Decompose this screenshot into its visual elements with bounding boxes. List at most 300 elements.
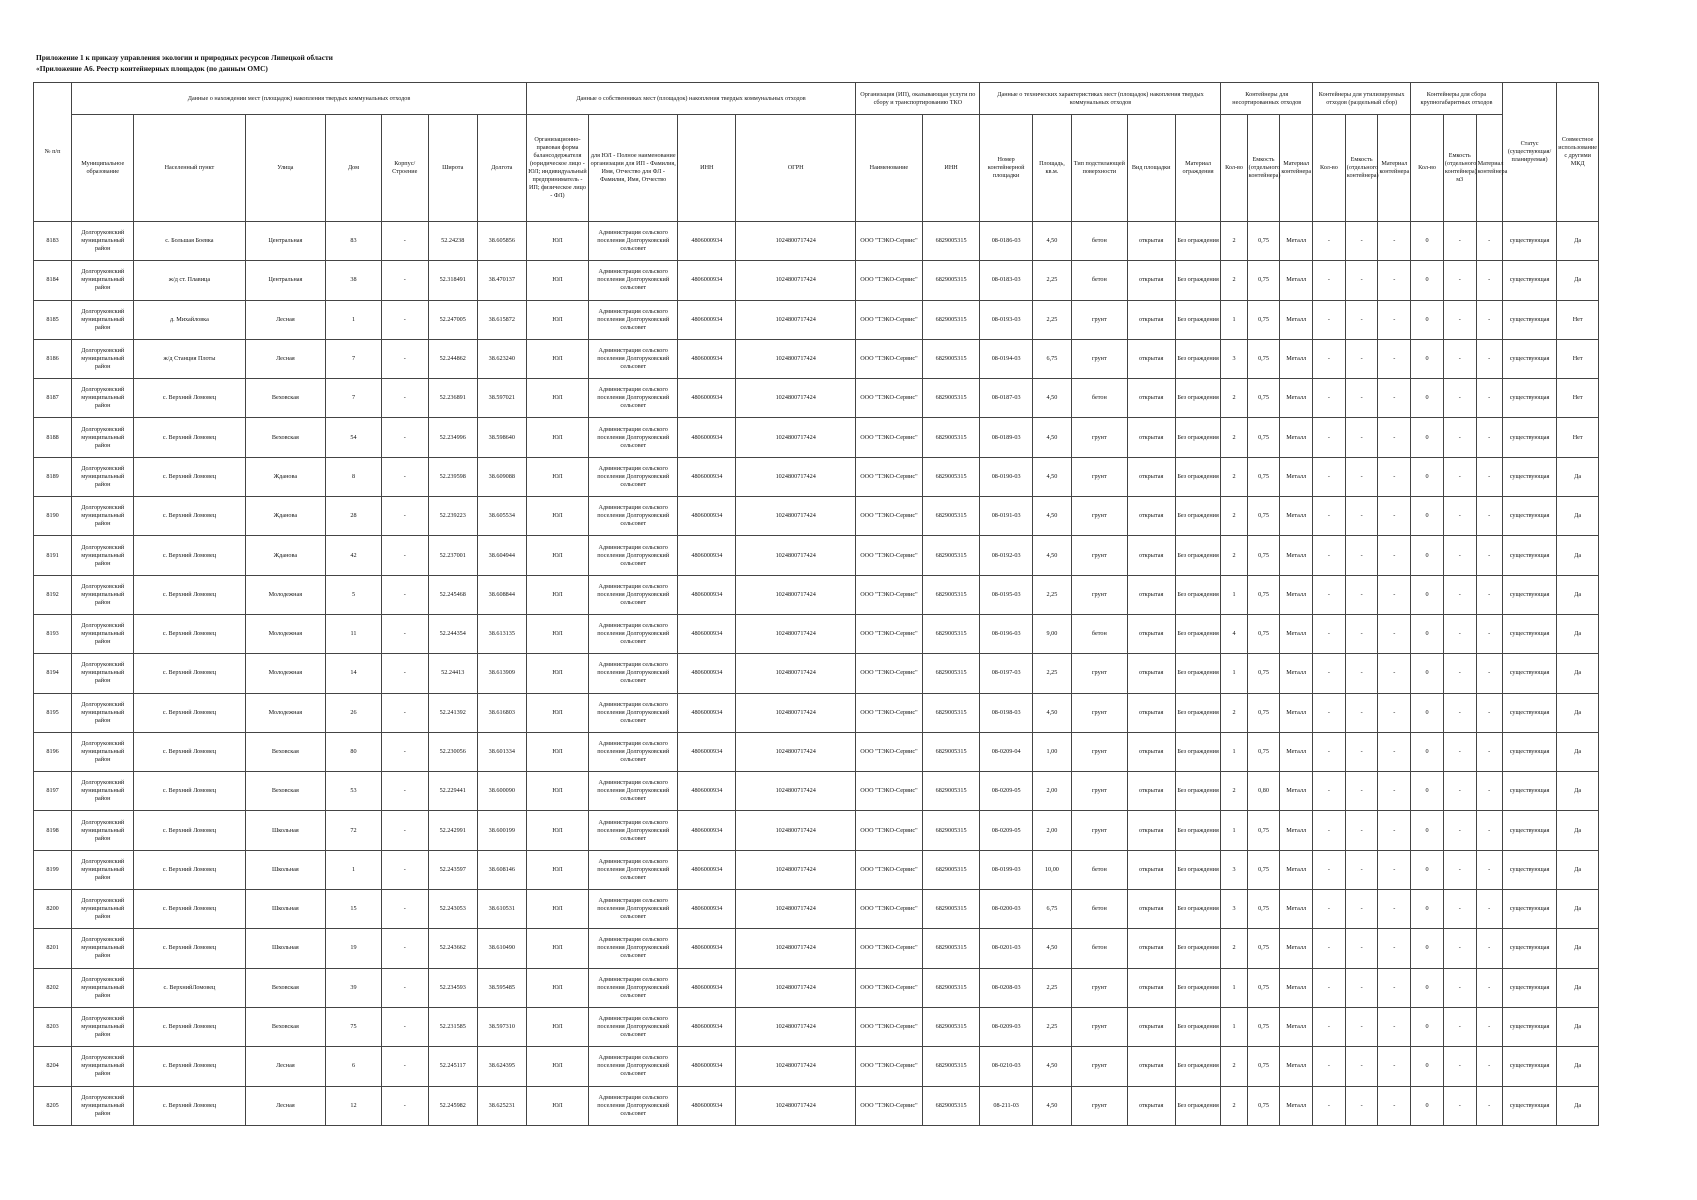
col-settlement: Населенный пункт [134, 115, 245, 222]
cell-surface: бетон [1072, 261, 1128, 300]
cell-u-qty: 2 [1221, 693, 1247, 732]
cell-ogrn: 1024800717424 [736, 536, 856, 575]
table-row [34, 693, 1599, 732]
cell-street: Школьная [245, 811, 326, 850]
cell-building: - [381, 575, 428, 614]
cell-lat: 52.243597 [428, 850, 477, 889]
cell-site: 08-0192-03 [980, 536, 1032, 575]
cell-status: существующая [1502, 1047, 1557, 1086]
cell-shared: Да [1557, 457, 1599, 496]
cell-u-cap: 0,75 [1247, 339, 1280, 378]
col-unsorted-qty: Кол-во [1221, 115, 1247, 222]
cell-u-qty: 2 [1221, 772, 1247, 811]
cell-shared: Да [1557, 693, 1599, 732]
cell-u-cap: 0,75 [1247, 614, 1280, 653]
cell-n: 8201 [34, 929, 72, 968]
cell-b-cap: - [1443, 1007, 1476, 1046]
cell-s-qty: - [1313, 614, 1346, 653]
cell-s-cap: - [1345, 222, 1378, 261]
cell-s-cap: - [1345, 772, 1378, 811]
cell-building: - [381, 890, 428, 929]
cell-type: открытая [1127, 1007, 1175, 1046]
cell-ogrn: 1024800717424 [736, 497, 856, 536]
cell-settlement: д. Михайловка [134, 300, 245, 339]
cell-op-inn: 6829005315 [922, 1047, 980, 1086]
cell-ogrn: 1024800717424 [736, 929, 856, 968]
cell-b-cap: - [1443, 379, 1476, 418]
cell-shared: Да [1557, 811, 1599, 850]
cell-ogrn: 1024800717424 [736, 850, 856, 889]
cell-owner: Администрация сельского поселения Долгоруковский сельсовет [589, 890, 678, 929]
cell-s-mat: - [1378, 732, 1411, 771]
cell-b-mat: - [1476, 222, 1502, 261]
cell-fence: Без ограждения [1175, 261, 1221, 300]
cell-u-mat: Металл [1280, 379, 1313, 418]
cell-op-inn: 6829005315 [922, 850, 980, 889]
cell-op-inn: 6829005315 [922, 890, 980, 929]
cell-building: - [381, 379, 428, 418]
cell-settlement: с. Верхний Ломовец [134, 497, 245, 536]
cell-lat: 52.245982 [428, 1086, 477, 1125]
table-row [34, 339, 1599, 378]
cell-shared: Да [1557, 968, 1599, 1007]
cell-b-mat: - [1476, 772, 1502, 811]
cell-n: 8185 [34, 300, 72, 339]
cell-owner: Администрация сельского поселения Долгоруковский сельсовет [589, 497, 678, 536]
cell-surface: грунт [1072, 968, 1128, 1007]
cell-house: 26 [326, 693, 382, 732]
table-row [34, 732, 1599, 771]
cell-op-inn: 6829005315 [922, 457, 980, 496]
cell-b-qty: 0 [1411, 339, 1444, 378]
cell-house: 6 [326, 1047, 382, 1086]
cell-ogrn: 1024800717424 [736, 379, 856, 418]
cell-area: 4,50 [1032, 222, 1071, 261]
cell-s-cap: - [1345, 890, 1378, 929]
cell-site: 08-0197-03 [980, 654, 1032, 693]
cell-n: 8189 [34, 457, 72, 496]
cell-b-mat: - [1476, 339, 1502, 378]
table-row [34, 222, 1599, 261]
cell-b-qty: 0 [1411, 850, 1444, 889]
cell-site: 08-0201-03 [980, 929, 1032, 968]
cell-type: открытая [1127, 300, 1175, 339]
cell-house: 5 [326, 575, 382, 614]
cell-u-mat: Металл [1280, 1047, 1313, 1086]
cell-b-qty: 0 [1411, 968, 1444, 1007]
cell-house: 7 [326, 339, 382, 378]
cell-status: существующая [1502, 890, 1557, 929]
cell-op-inn: 6829005315 [922, 772, 980, 811]
cell-inn: 4806000934 [678, 693, 736, 732]
cell-b-mat: - [1476, 300, 1502, 339]
cell-surface: грунт [1072, 300, 1128, 339]
cell-lat: 52.24413 [428, 654, 477, 693]
cell-house: 1 [326, 850, 382, 889]
cell-b-qty: 0 [1411, 418, 1444, 457]
cell-op-inn: 6829005315 [922, 418, 980, 457]
cell-mun: Долгоруковский муниципальный район [72, 614, 134, 653]
cell-op: ООО "ТЭКО-Сервис" [856, 261, 923, 300]
cell-b-cap: - [1443, 261, 1476, 300]
cell-b-qty: 0 [1411, 654, 1444, 693]
cell-s-cap: - [1345, 261, 1378, 300]
cell-inn: 4806000934 [678, 497, 736, 536]
cell-surface: бетон [1072, 929, 1128, 968]
cell-b-cap: - [1443, 968, 1476, 1007]
cell-house: 28 [326, 497, 382, 536]
cell-s-mat: - [1378, 379, 1411, 418]
cell-form: ЮЛ [526, 1007, 588, 1046]
cell-street: Лесная [245, 300, 326, 339]
cell-building: - [381, 1086, 428, 1125]
cell-n: 8193 [34, 614, 72, 653]
cell-mun: Долгоруковский муниципальный район [72, 693, 134, 732]
cell-street: Молодежная [245, 693, 326, 732]
cell-s-qty: - [1313, 418, 1346, 457]
cell-lon: 38.610531 [477, 890, 526, 929]
cell-u-mat: Металл [1280, 693, 1313, 732]
cell-area: 4,50 [1032, 497, 1071, 536]
table-row [34, 1086, 1599, 1125]
cell-site: 08-0186-03 [980, 222, 1032, 261]
cell-b-qty: 0 [1411, 929, 1444, 968]
cell-s-mat: - [1378, 222, 1411, 261]
cell-settlement: с. Верхний Ломовец [134, 1086, 245, 1125]
cell-lon: 38.605856 [477, 222, 526, 261]
cell-site: 08-0190-03 [980, 457, 1032, 496]
cell-street: Веховская [245, 379, 326, 418]
cell-n: 8191 [34, 536, 72, 575]
cell-u-cap: 0,75 [1247, 811, 1280, 850]
cell-street: Молодежная [245, 654, 326, 693]
cell-site: 08-0209-04 [980, 732, 1032, 771]
cell-inn: 4806000934 [678, 614, 736, 653]
cell-s-cap: - [1345, 1086, 1378, 1125]
cell-n: 8202 [34, 968, 72, 1007]
cell-lon: 38.595485 [477, 968, 526, 1007]
cell-surface: грунт [1072, 654, 1128, 693]
cell-settlement: с. Верхний Ломовец [134, 1007, 245, 1046]
cell-street: Веховская [245, 418, 326, 457]
col-fence: Материал ограждения [1175, 115, 1221, 222]
cell-house: 72 [326, 811, 382, 850]
cell-type: открытая [1127, 693, 1175, 732]
col-owner-name: для ЮЛ - Полное наименование организации для ИП - Фамилия, Имя, Отчество для ФЛ - Фамилия, Имя, Отчество [589, 115, 678, 222]
cell-settlement: с. Верхний Ломовец [134, 929, 245, 968]
cell-s-mat: - [1378, 929, 1411, 968]
cell-type: открытая [1127, 614, 1175, 653]
cell-status: существующая [1502, 536, 1557, 575]
cell-b-qty: 0 [1411, 222, 1444, 261]
cell-u-mat: Металл [1280, 575, 1313, 614]
cell-owner: Администрация сельского поселения Долгоруковский сельсовет [589, 732, 678, 771]
cell-lat: 52.239223 [428, 497, 477, 536]
cell-b-cap: - [1443, 929, 1476, 968]
cell-house: 11 [326, 614, 382, 653]
cell-s-qty: - [1313, 575, 1346, 614]
cell-b-mat: - [1476, 1047, 1502, 1086]
cell-s-mat: - [1378, 339, 1411, 378]
cell-s-cap: - [1345, 379, 1378, 418]
cell-op-inn: 6829005315 [922, 261, 980, 300]
cell-shared: Да [1557, 1007, 1599, 1046]
cell-house: 15 [326, 890, 382, 929]
cell-ogrn: 1024800717424 [736, 339, 856, 378]
cell-surface: грунт [1072, 772, 1128, 811]
cell-surface: грунт [1072, 575, 1128, 614]
col-site-no: Номер контейнерной площадки [980, 115, 1032, 222]
cell-u-qty: 4 [1221, 614, 1247, 653]
group-operator: Организация (ИП), оказывающая услуги по сбору и транспортированию ТКО [856, 83, 980, 115]
cell-owner: Администрация сельского поселения Долгоруковский сельсовет [589, 222, 678, 261]
cell-form: ЮЛ [526, 575, 588, 614]
cell-street: Жданова [245, 497, 326, 536]
cell-n: 8203 [34, 1007, 72, 1046]
cell-b-cap: - [1443, 418, 1476, 457]
col-status: Статус (существующая/ планируемая) [1502, 83, 1557, 222]
col-surface: Тип подстилающей поверхности [1072, 115, 1128, 222]
cell-form: ЮЛ [526, 811, 588, 850]
cell-area: 4,50 [1032, 1086, 1071, 1125]
cell-lat: 52.231585 [428, 1007, 477, 1046]
cell-s-qty: - [1313, 497, 1346, 536]
cell-site: 08-0189-03 [980, 418, 1032, 457]
cell-area: 10,00 [1032, 850, 1071, 889]
cell-form: ЮЛ [526, 929, 588, 968]
cell-n: 8198 [34, 811, 72, 850]
cell-lat: 52.243053 [428, 890, 477, 929]
cell-building: - [381, 850, 428, 889]
cell-shared: Да [1557, 261, 1599, 300]
cell-b-cap: - [1443, 300, 1476, 339]
cell-u-qty: 2 [1221, 379, 1247, 418]
cell-op: ООО "ТЭКО-Сервис" [856, 1086, 923, 1125]
cell-lat: 52.236891 [428, 379, 477, 418]
cell-ogrn: 1024800717424 [736, 890, 856, 929]
cell-owner: Администрация сельского поселения Долгоруковский сельсовет [589, 536, 678, 575]
cell-b-qty: 0 [1411, 497, 1444, 536]
cell-u-cap: 0,75 [1247, 968, 1280, 1007]
cell-op: ООО "ТЭКО-Сервис" [856, 536, 923, 575]
cell-u-qty: 2 [1221, 222, 1247, 261]
col-org-form: Организационно-правовая форма балансодержателя (юридическое лицо - ЮЛ; индивидуальный предприниматель - ИП; физическое лицо - ФЛ) [526, 115, 588, 222]
cell-surface: бетон [1072, 850, 1128, 889]
cell-b-cap: - [1443, 772, 1476, 811]
cell-u-cap: 0,75 [1247, 732, 1280, 771]
col-sorted-mat: Материал контейнера [1378, 115, 1411, 222]
cell-s-qty: - [1313, 929, 1346, 968]
cell-street: Центральная [245, 261, 326, 300]
cell-form: ЮЛ [526, 222, 588, 261]
col-bulky-mat: Материал контейнера [1476, 115, 1502, 222]
cell-b-mat: - [1476, 261, 1502, 300]
cell-op-inn: 6829005315 [922, 222, 980, 261]
cell-building: - [381, 811, 428, 850]
cell-op: ООО "ТЭКО-Сервис" [856, 1007, 923, 1046]
cell-site: 08-0191-03 [980, 497, 1032, 536]
cell-ogrn: 1024800717424 [736, 654, 856, 693]
cell-building: - [381, 1047, 428, 1086]
cell-area: 2,00 [1032, 811, 1071, 850]
cell-street: Жданова [245, 536, 326, 575]
cell-fence: Без ограждения [1175, 497, 1221, 536]
cell-owner: Администрация сельского поселения Долгоруковский сельсовет [589, 693, 678, 732]
cell-form: ЮЛ [526, 890, 588, 929]
cell-s-mat: - [1378, 772, 1411, 811]
cell-surface: грунт [1072, 693, 1128, 732]
cell-owner: Администрация сельского поселения Долгоруковский сельсовет [589, 261, 678, 300]
cell-s-cap: - [1345, 929, 1378, 968]
cell-inn: 4806000934 [678, 772, 736, 811]
cell-inn: 4806000934 [678, 536, 736, 575]
cell-n: 8190 [34, 497, 72, 536]
cell-area: 6,75 [1032, 339, 1071, 378]
col-unsorted-mat: Материал контейнера [1280, 115, 1313, 222]
cell-op-inn: 6829005315 [922, 575, 980, 614]
cell-building: - [381, 497, 428, 536]
cell-u-cap: 0,75 [1247, 929, 1280, 968]
cell-fence: Без ограждения [1175, 1086, 1221, 1125]
cell-lon: 38.616803 [477, 693, 526, 732]
cell-status: существующая [1502, 339, 1557, 378]
cell-s-qty: - [1313, 890, 1346, 929]
cell-form: ЮЛ [526, 339, 588, 378]
registry-table-body [34, 222, 1599, 1126]
cell-area: 6,75 [1032, 890, 1071, 929]
cell-lat: 52.230056 [428, 732, 477, 771]
cell-lon: 38.613909 [477, 654, 526, 693]
cell-n: 8186 [34, 339, 72, 378]
cell-lat: 52.234593 [428, 968, 477, 1007]
cell-building: - [381, 929, 428, 968]
cell-u-mat: Металл [1280, 261, 1313, 300]
cell-settlement: с. Верхний Ломовец [134, 811, 245, 850]
cell-b-mat: - [1476, 379, 1502, 418]
cell-inn: 4806000934 [678, 850, 736, 889]
cell-mun: Долгоруковский муниципальный район [72, 811, 134, 850]
registry-table-head [34, 83, 1599, 222]
cell-surface: грунт [1072, 732, 1128, 771]
cell-fence: Без ограждения [1175, 850, 1221, 889]
cell-inn: 4806000934 [678, 732, 736, 771]
cell-inn: 4806000934 [678, 929, 736, 968]
cell-s-cap: - [1345, 693, 1378, 732]
cell-op-inn: 6829005315 [922, 968, 980, 1007]
cell-n: 8183 [34, 222, 72, 261]
cell-fence: Без ограждения [1175, 929, 1221, 968]
cell-fence: Без ограждения [1175, 732, 1221, 771]
cell-type: открытая [1127, 772, 1175, 811]
cell-b-qty: 0 [1411, 693, 1444, 732]
cell-street: Школьная [245, 890, 326, 929]
cell-b-qty: 0 [1411, 261, 1444, 300]
cell-n: 8184 [34, 261, 72, 300]
cell-u-cap: 0,75 [1247, 654, 1280, 693]
cell-status: существующая [1502, 811, 1557, 850]
cell-u-mat: Металл [1280, 968, 1313, 1007]
cell-lat: 52.243662 [428, 929, 477, 968]
table-row [34, 418, 1599, 457]
cell-status: существующая [1502, 457, 1557, 496]
cell-surface: грунт [1072, 1007, 1128, 1046]
cell-s-mat: - [1378, 890, 1411, 929]
cell-s-cap: - [1345, 968, 1378, 1007]
col-municipality: Муниципальное образование [72, 115, 134, 222]
cell-shared: Да [1557, 772, 1599, 811]
cell-b-mat: - [1476, 614, 1502, 653]
cell-settlement: с. Верхний Ломовец [134, 654, 245, 693]
cell-fence: Без ограждения [1175, 811, 1221, 850]
cell-area: 2,00 [1032, 772, 1071, 811]
cell-inn: 4806000934 [678, 418, 736, 457]
cell-owner: Администрация сельского поселения Долгоруковский сельсовет [589, 457, 678, 496]
cell-fence: Без ограждения [1175, 300, 1221, 339]
cell-owner: Администрация сельского поселения Долгоруковский сельсовет [589, 379, 678, 418]
cell-site: 08-0194-03 [980, 339, 1032, 378]
cell-owner: Администрация сельского поселения Долгоруковский сельсовет [589, 418, 678, 457]
cell-form: ЮЛ [526, 693, 588, 732]
cell-fence: Без ограждения [1175, 457, 1221, 496]
cell-owner: Администрация сельского поселения Долгоруковский сельсовет [589, 614, 678, 653]
cell-ogrn: 1024800717424 [736, 457, 856, 496]
cell-inn: 4806000934 [678, 1047, 736, 1086]
cell-u-cap: 0,75 [1247, 1007, 1280, 1046]
cell-s-cap: - [1345, 614, 1378, 653]
cell-mun: Долгоруковский муниципальный район [72, 929, 134, 968]
cell-surface: грунт [1072, 339, 1128, 378]
cell-street: Лесная [245, 1086, 326, 1125]
cell-s-mat: - [1378, 300, 1411, 339]
cell-status: существующая [1502, 222, 1557, 261]
cell-op: ООО "ТЭКО-Сервис" [856, 811, 923, 850]
cell-area: 2,25 [1032, 261, 1071, 300]
cell-op-inn: 6829005315 [922, 614, 980, 653]
cell-mun: Долгоруковский муниципальный район [72, 536, 134, 575]
cell-fence: Без ограждения [1175, 536, 1221, 575]
cell-area: 4,50 [1032, 536, 1071, 575]
cell-status: существующая [1502, 379, 1557, 418]
cell-u-mat: Металл [1280, 1007, 1313, 1046]
cell-lon: 38.608146 [477, 850, 526, 889]
cell-op: ООО "ТЭКО-Сервис" [856, 890, 923, 929]
cell-op: ООО "ТЭКО-Сервис" [856, 418, 923, 457]
cell-u-qty: 2 [1221, 536, 1247, 575]
cell-b-cap: - [1443, 693, 1476, 732]
cell-u-qty: 2 [1221, 497, 1247, 536]
cell-shared: Нет [1557, 339, 1599, 378]
cell-area: 4,50 [1032, 418, 1071, 457]
cell-u-qty: 2 [1221, 1047, 1247, 1086]
cell-type: открытая [1127, 497, 1175, 536]
cell-inn: 4806000934 [678, 1086, 736, 1125]
cell-street: Веховская [245, 1007, 326, 1046]
cell-house: 39 [326, 968, 382, 1007]
cell-b-qty: 0 [1411, 811, 1444, 850]
group-owners: Данные о собственниках мест (площадок) накопления твердых коммунальных отходов [526, 83, 855, 115]
cell-s-qty: - [1313, 811, 1346, 850]
cell-settlement: с. Верхний Ломовец [134, 1047, 245, 1086]
cell-inn: 4806000934 [678, 575, 736, 614]
cell-u-qty: 2 [1221, 929, 1247, 968]
cell-b-mat: - [1476, 497, 1502, 536]
table-row [34, 536, 1599, 575]
cell-n: 8187 [34, 379, 72, 418]
cell-mun: Долгоруковский муниципальный район [72, 575, 134, 614]
cell-ogrn: 1024800717424 [736, 575, 856, 614]
cell-b-cap: - [1443, 811, 1476, 850]
cell-n: 8192 [34, 575, 72, 614]
